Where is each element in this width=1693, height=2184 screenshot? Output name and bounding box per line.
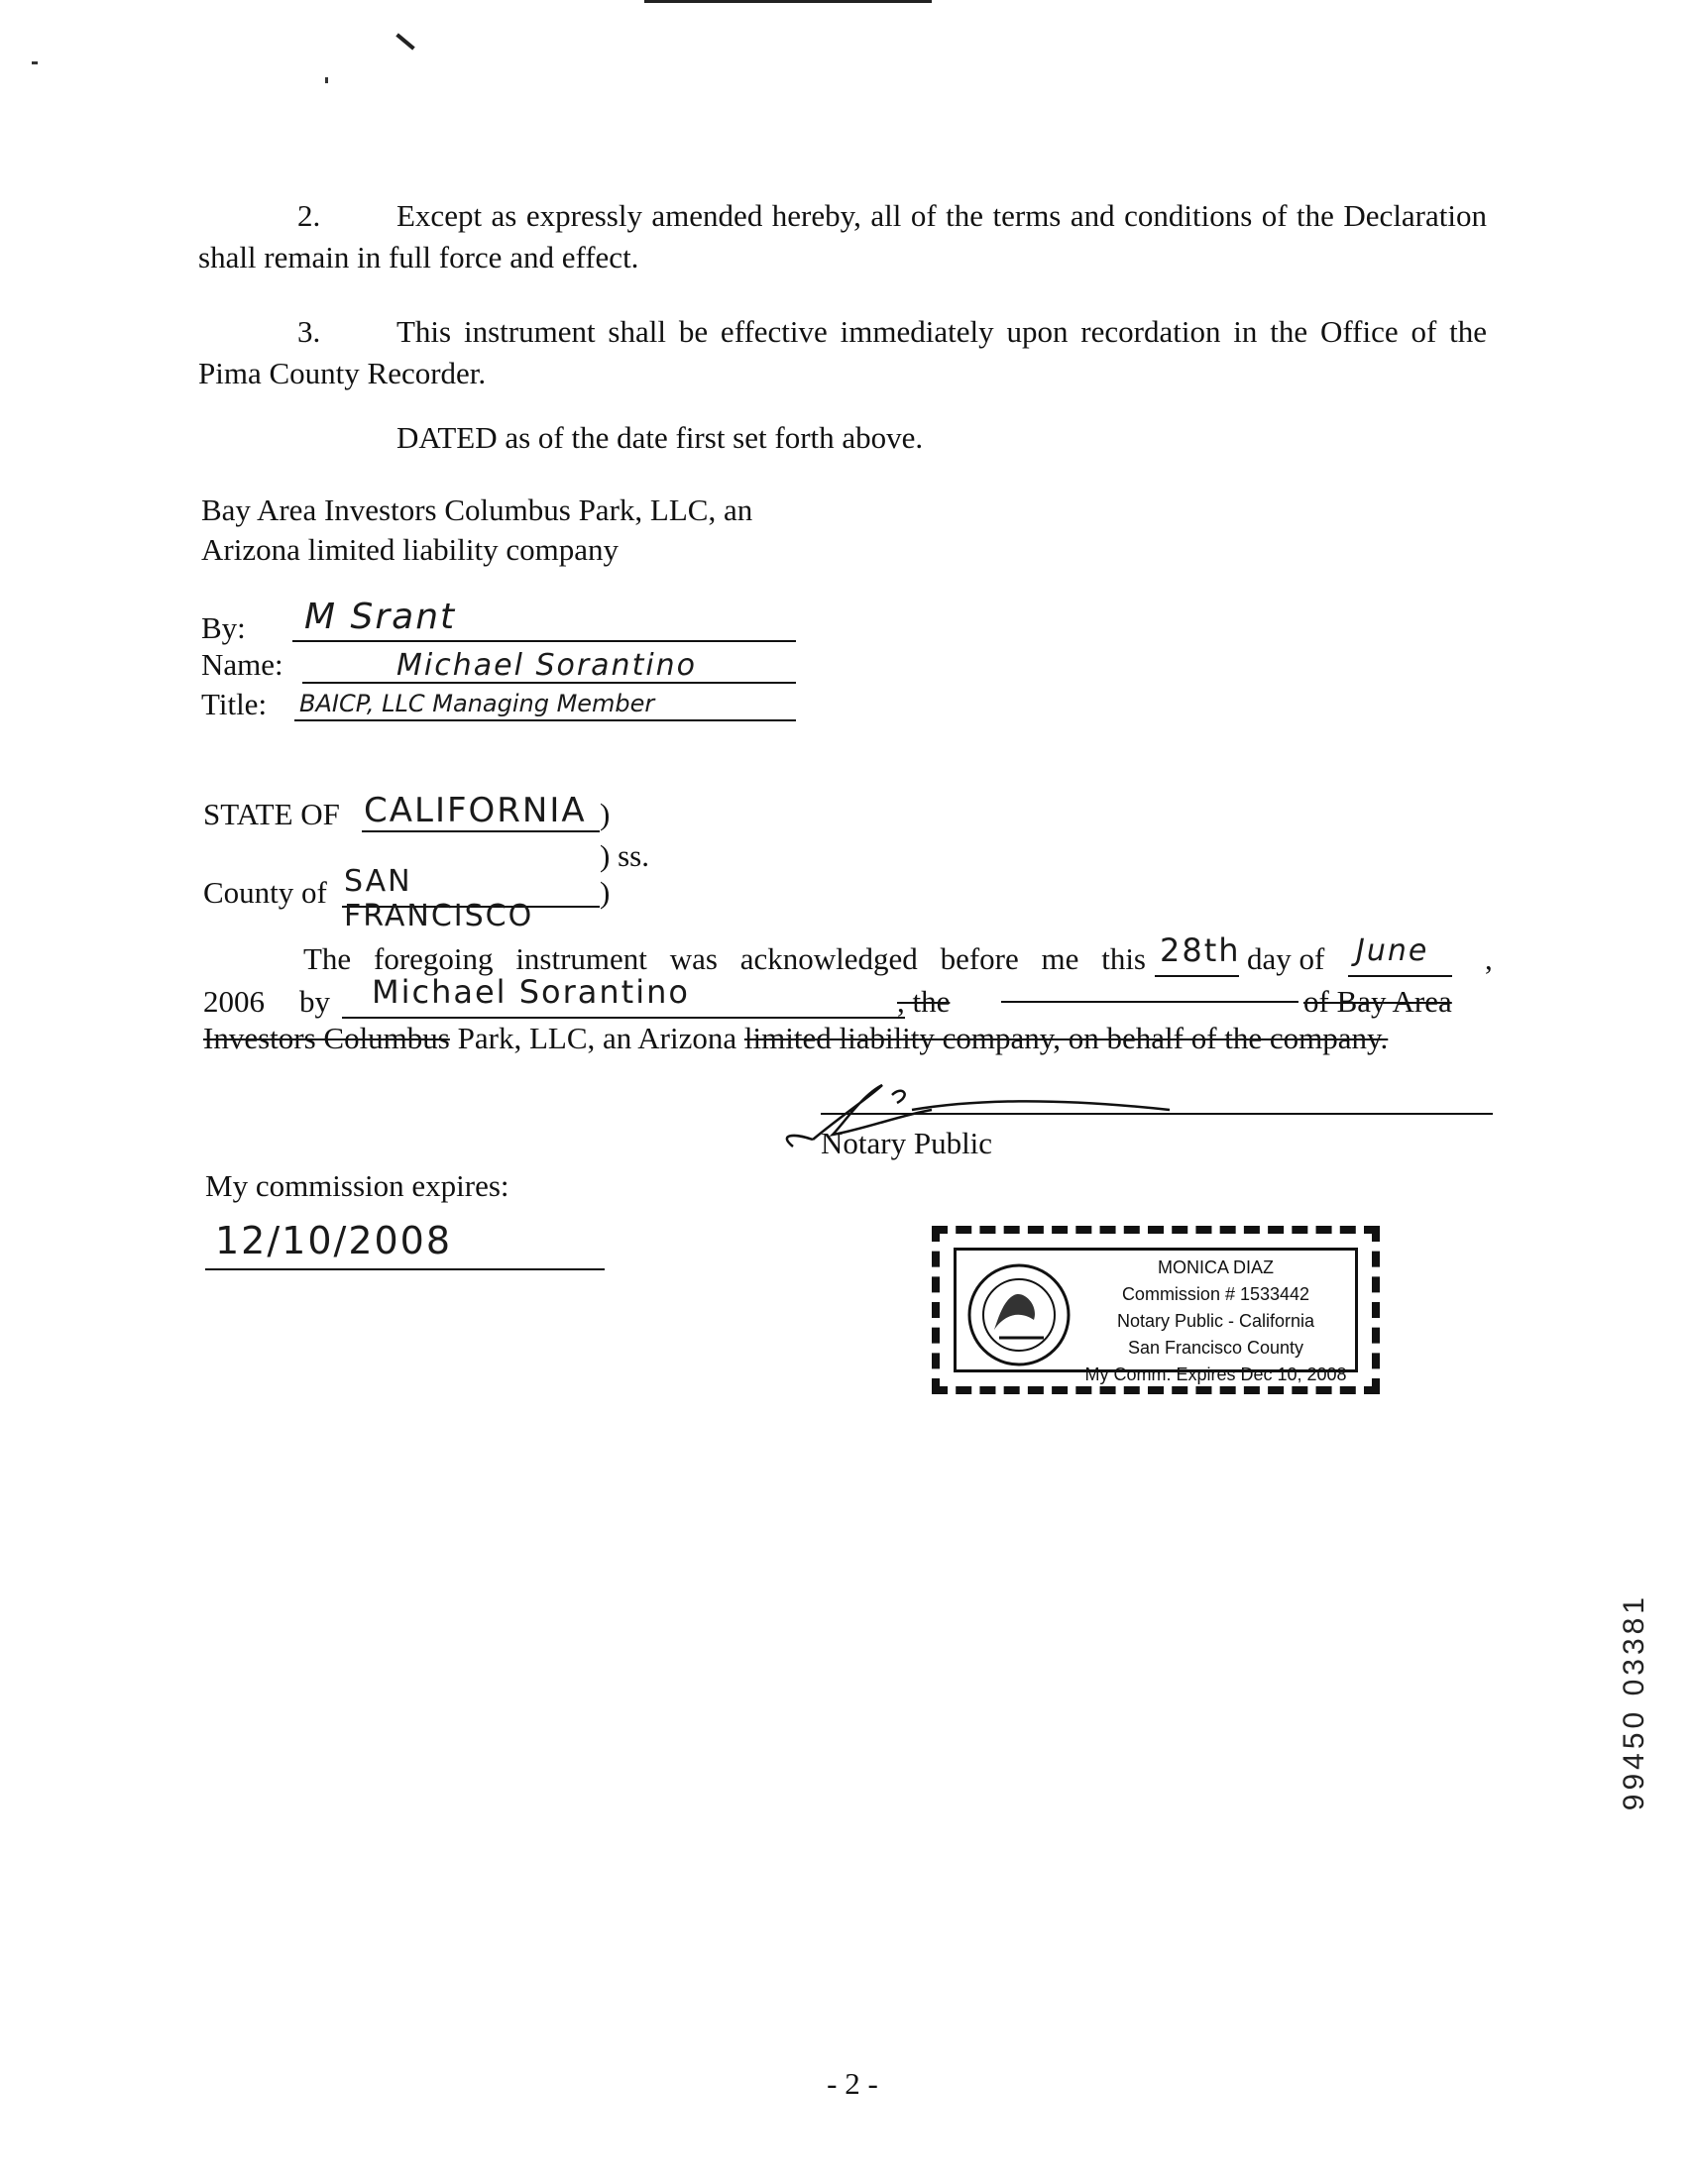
- seal-county: San Francisco County: [1127, 1338, 1304, 1358]
- day-line: [1155, 929, 1239, 977]
- paragraph-3: [198, 311, 1487, 394]
- struck-text: Investors Columbus: [203, 1021, 450, 1055]
- state-line: [362, 789, 600, 832]
- scan-mark: [644, 0, 932, 3]
- struck-text: limited liability company, on behalf of the company.: [743, 1021, 1389, 1055]
- county-paren: ): [600, 875, 611, 910]
- name-label: Name:: [201, 647, 283, 682]
- year-by: 2006 by: [203, 984, 330, 1019]
- dated-line: DATED as of the date first set forth above.: [396, 420, 924, 455]
- county-label: County of: [203, 875, 327, 910]
- seal-notary-title: Notary Public - California: [1116, 1311, 1315, 1331]
- commission-value: 12/10/2008: [215, 1219, 453, 1262]
- county-line: [342, 860, 600, 933]
- day-value: 28th: [1160, 931, 1241, 969]
- seal-commission-number: Commission # 1533442: [1121, 1284, 1310, 1304]
- seal-expiration: My Comm. Expires Dec 10, 2008: [1084, 1365, 1347, 1384]
- paragraph-number: 3.: [297, 314, 321, 349]
- month-value: June: [1356, 933, 1429, 968]
- person-value: Michael Sorantino: [372, 973, 690, 1011]
- seal-text: [1080, 1255, 1351, 1388]
- acknowledgment-text: The foregoing instrument was acknowledged before me this: [303, 941, 1146, 976]
- title-line: [294, 684, 796, 721]
- page-number: - 2 -: [827, 2066, 878, 2101]
- title-value: BAICP, LLC Managing Member: [299, 690, 655, 717]
- month-line: [1348, 929, 1452, 977]
- struck-text: of Bay Area: [1303, 984, 1452, 1019]
- comma: ,: [1485, 941, 1493, 976]
- state-label: STATE OF: [203, 797, 340, 831]
- struck-blank-line: [1001, 1001, 1298, 1003]
- paragraph-text: Except as expressly amended hereby, all of the terms and conditions of the Declaration shall remain in full force and effect.: [198, 198, 1487, 274]
- struck-text: , the: [897, 984, 951, 1019]
- acknowledgment-line-3: [203, 1018, 1388, 1059]
- ss-marker: ) ss.: [600, 838, 649, 873]
- by-signature: M Srant: [304, 597, 457, 637]
- company-name-line-2: Arizona limited liability company: [201, 532, 619, 567]
- day-of-label: day of: [1247, 941, 1325, 976]
- scan-mark: [325, 77, 328, 83]
- california-seal-icon: [964, 1260, 1073, 1369]
- commission-label: My commission expires:: [205, 1168, 509, 1203]
- seal-notary-name: MONICA DIAZ: [1157, 1257, 1274, 1277]
- by-label: By:: [201, 610, 246, 645]
- paragraph-text: This instrument shall be effective immediately upon recordation in the Office of the Pima County Recorder.: [198, 314, 1487, 390]
- by-signature-line: [292, 597, 796, 642]
- name-line: [302, 646, 796, 684]
- person-line: [342, 971, 905, 1019]
- paragraph-2: [198, 195, 1487, 278]
- company-name-line-1: Bay Area Investors Columbus Park, LLC, an: [201, 492, 753, 527]
- county-value: SAN FRANCISCO: [344, 864, 534, 933]
- state-value: CALIFORNIA: [364, 791, 587, 830]
- scan-mark: [395, 33, 414, 50]
- commission-line: [205, 1215, 605, 1270]
- name-value: Michael Sorantino: [396, 648, 698, 683]
- paragraph-number: 2.: [297, 198, 321, 233]
- notary-seal-stamp: [932, 1226, 1380, 1394]
- notary-public-label: Notary Public: [821, 1126, 993, 1160]
- seal-border: [954, 1248, 1358, 1384]
- scan-mark: [32, 61, 38, 64]
- title-label: Title:: [201, 687, 268, 721]
- recording-number: 99450 03381: [1618, 1593, 1650, 1811]
- plain-text: Park, LLC, an Arizona: [457, 1021, 737, 1055]
- state-paren: ): [600, 797, 611, 831]
